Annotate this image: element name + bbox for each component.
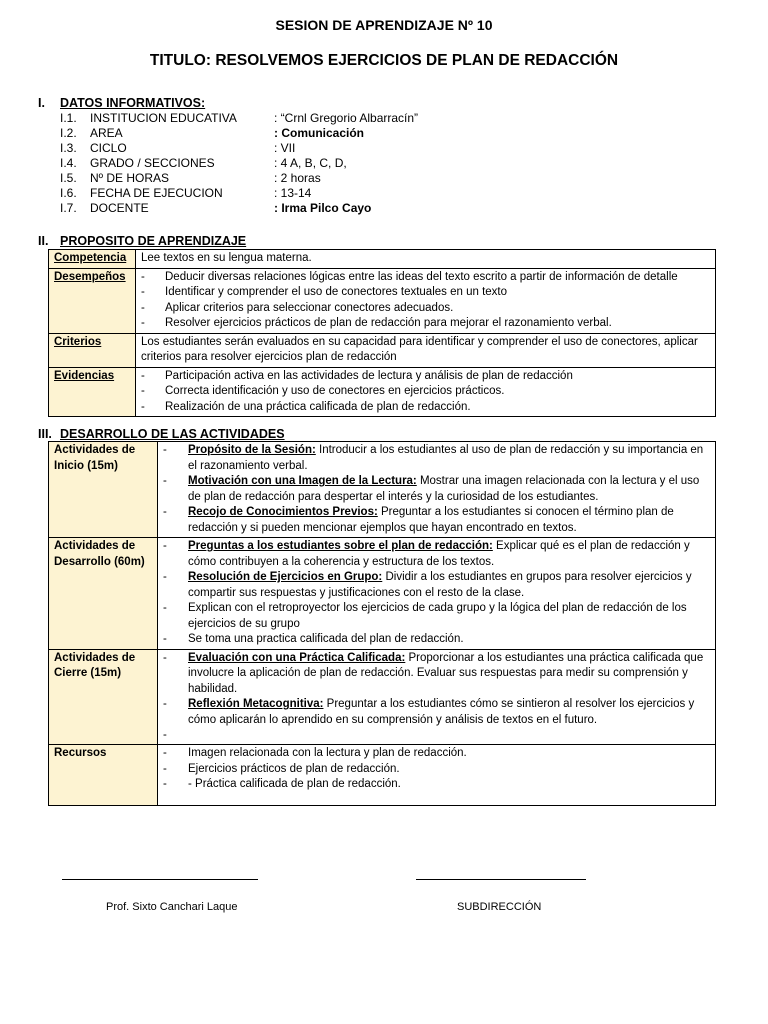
section1-heading: [38, 96, 205, 110]
cierre-row: [49, 649, 716, 745]
actividades-table: [48, 441, 716, 806]
info-row: [60, 171, 418, 186]
info-row: [60, 156, 418, 171]
list-item-text: Resolver ejercicios prácticos de plan de redacción para mejorar el razonamiento verbal.: [165, 317, 612, 329]
bullet-dash: -: [163, 651, 167, 664]
desempenos-list: [141, 270, 710, 332]
info-list: [60, 111, 418, 216]
bullet-dash: -: [141, 400, 145, 413]
activity-key: Motivación con una Imagen de la Lectura:: [188, 475, 417, 487]
info-row-label: CICLO: [90, 141, 127, 155]
info-row-label: Nº DE HORAS: [90, 171, 170, 185]
info-row-number: I.1.: [60, 111, 77, 125]
list-item-text: Imagen relacionada con la lectura y plan de redacción.: [188, 747, 467, 759]
info-row-label: AREA: [90, 126, 123, 140]
recursos-row: [49, 745, 716, 806]
competencia-text: Lee textos en su lengua materna.: [136, 250, 716, 269]
evidencias-list: [141, 369, 710, 416]
list-item-text: Identificar y comprender el uso de conectores textuales en un texto: [165, 286, 508, 298]
desarrollo-cell: [158, 538, 716, 650]
info-row-number: I.7.: [60, 201, 77, 215]
info-row-value: : Irma Pilco Cayo: [274, 201, 372, 215]
inicio-row: [49, 442, 716, 538]
bullet-dash: -: [163, 762, 167, 775]
info-row-value: : 13-14: [274, 186, 312, 200]
list-item-text: - Práctica calificada de plan de redacción.: [188, 778, 401, 790]
inicio-label: Actividades de Inicio (15m): [49, 442, 158, 538]
section3-title: DESARROLLO DE LAS ACTIVIDADES: [60, 427, 285, 441]
activity-key: Reflexión Metacognitiva:: [188, 698, 324, 710]
activity-key: Resolución de Ejercicios en Grupo:: [188, 571, 383, 583]
desarrollo-row: [49, 538, 716, 650]
session-heading: SESION DE APRENDIZAJE Nº 10: [275, 17, 493, 33]
info-row: [60, 186, 418, 201]
section1-title: DATOS INFORMATIVOS:: [60, 96, 206, 110]
cierre-label: Actividades de Cierre (15m): [49, 649, 158, 745]
info-row: [60, 126, 418, 141]
activity-item: [163, 570, 710, 601]
info-row-number: I.4.: [60, 156, 77, 170]
inicio-list: [163, 443, 710, 536]
bullet-dash: -: [163, 475, 167, 487]
section2-heading: [38, 234, 246, 248]
list-item-text: Deducir diversas relaciones lógicas entre las ideas del texto escrito a partir de información de detalle: [165, 270, 678, 283]
bullet-dash: -: [163, 747, 167, 759]
activity-key: Propósito de la Sesión:: [188, 444, 316, 456]
cierre-cell: [158, 649, 716, 745]
activity-key: Recojo de Conocimientos Previos:: [188, 506, 378, 518]
bullet-dash: -: [163, 444, 167, 456]
desempenos-cell: [136, 268, 716, 333]
info-row-value: : VII: [274, 141, 296, 155]
left-signature-line: [62, 879, 258, 880]
bullet-dash: -: [163, 506, 167, 518]
bullet-dash: -: [163, 571, 167, 583]
info-row-value: : 4 A, B, C, D,: [274, 156, 347, 170]
activity-item: [163, 539, 710, 570]
info-row-label: GRADO / SECCIONES: [90, 156, 215, 170]
activity-text: Explican con el retroproyector los ejercicios de cada grupo y la lógica del plan de redacción de los ejercicios de su grupo: [188, 602, 687, 630]
list-item: [141, 316, 710, 332]
info-row-value: : Comunicación: [274, 126, 365, 140]
recursos-label: Recursos: [49, 745, 158, 806]
desarrollo-list: [163, 539, 710, 648]
list-item: [163, 746, 710, 762]
desarrollo-label: Actividades de Desarrollo (60m): [49, 538, 158, 650]
section3-heading: [38, 427, 285, 441]
activity-key: Evaluación con una Práctica Calificada:: [188, 651, 406, 664]
section2-title: PROPOSITO DE APRENDIZAJE: [60, 234, 247, 248]
evidencias-row: [49, 367, 716, 417]
bullet-dash: -: [163, 729, 167, 741]
info-row: [60, 111, 418, 126]
info-row: [60, 201, 418, 216]
left-signature-name: Prof. Sixto Canchari Laque: [106, 901, 238, 913]
list-item-text: Ejercicios prácticos de plan de redacción.: [188, 762, 400, 775]
list-item: [141, 270, 710, 286]
desempenos-row: [49, 268, 716, 333]
bullet-dash: -: [141, 270, 145, 283]
activity-item: [163, 632, 710, 648]
bullet-dash: -: [163, 540, 167, 552]
activity-text: Introducir a los estudiantes al uso de plan de redacción y su importancia en el razonamiento verbal.: [188, 444, 704, 472]
bullet-dash: -: [141, 369, 145, 382]
activity-text: Preguntar a los estudiantes cómo se sintieron al resolver los ejercicios y cómo aplicarán lo aprendido en su comprensión y análisis de textos en el futuro.: [188, 698, 695, 726]
info-row-label: INSTITUCION EDUCATIVA: [90, 111, 237, 125]
list-item-text: Realización de una práctica calificada de plan de redacción.: [165, 400, 471, 413]
list-item: [141, 301, 710, 317]
info-row-value: : “Crnl Gregorio Albarracín”: [274, 111, 419, 125]
activity-item: [163, 474, 710, 505]
evidencias-label: Evidencias: [49, 367, 136, 417]
activity-item: [163, 505, 710, 536]
list-item: [141, 400, 710, 416]
info-row-number: I.2.: [60, 126, 77, 140]
section3-number: III.: [38, 427, 52, 441]
competencia-label: Competencia: [49, 250, 136, 269]
recursos-cell: [158, 745, 716, 806]
activity-key: Preguntas a los estudiantes sobre el plan de redacción:: [188, 540, 493, 552]
desempenos-label: Desempeños: [49, 268, 136, 333]
activity-item: [163, 728, 710, 743]
proposito-table: [48, 249, 716, 417]
info-row-value: : 2 horas: [274, 171, 321, 185]
list-item: [141, 384, 710, 400]
activity-item: [163, 443, 710, 474]
activity-text: Mostrar una imagen relacionada con la lectura y el uso de plan de redacción para despertar el interés y la curiosidad de los estudiantes.: [188, 475, 700, 503]
criterios-row: [49, 333, 716, 367]
list-item-text: Participación activa en las actividades de lectura y análisis de plan de redacción: [165, 369, 573, 382]
bullet-dash: -: [163, 698, 167, 710]
list-item-text: Correcta identificación y uso de conectores en ejercicios prácticos.: [165, 385, 505, 397]
list-item: [141, 369, 710, 385]
list-item-text: Aplicar criterios para seleccionar conectores adecuados.: [165, 301, 454, 314]
info-row-label: FECHA DE EJECUCION: [90, 186, 223, 200]
activity-item: [163, 601, 710, 632]
page-title: TITULO: RESOLVEMOS EJERCICIOS DE PLAN DE REDACCIÓN: [149, 52, 619, 69]
activity-item: [163, 697, 710, 728]
section1-number: I.: [38, 96, 45, 110]
bullet-dash: -: [163, 602, 167, 614]
bullet-dash: -: [163, 778, 167, 790]
list-item: [163, 777, 710, 793]
activity-item: [163, 651, 710, 698]
section2-number: II.: [38, 234, 49, 248]
activity-text: Dividir a los estudiantes en grupos para resolver ejercicios y compartir sus respuestas y justificaciones con el resto de la clase.: [188, 571, 692, 599]
info-row-number: I.3.: [60, 141, 77, 155]
info-row-label: DOCENTE: [90, 201, 149, 215]
list-item: [141, 285, 710, 301]
list-item: [163, 762, 710, 778]
criterios-label: Criterios: [49, 333, 136, 367]
competencia-row: [49, 250, 716, 269]
evidencias-cell: [136, 367, 716, 417]
recursos-list: [163, 746, 710, 793]
bullet-dash: -: [141, 301, 145, 314]
activity-text: Preguntar a los estudiantes si conocen el término plan de redacción y si pueden mencionar ejemplos que hayan encontrado en textos.: [188, 506, 674, 534]
bullet-dash: -: [141, 317, 145, 329]
cierre-list: [163, 651, 710, 744]
right-signature-line: [416, 879, 586, 880]
activity-text: Proporcionar a los estudiantes una práctica calificada que involucre la aplicación de plan de redacción. Evaluar sus respuestas para medir su comprensión y habilidad.: [188, 651, 704, 695]
inicio-cell: [158, 442, 716, 538]
bullet-dash: -: [141, 286, 145, 298]
activity-text: Se toma una practica calificada del plan de redacción.: [188, 633, 464, 645]
right-signature-name: SUBDIRECCIÓN: [457, 901, 542, 913]
criterios-text: Los estudiantes serán evaluados en su capacidad para identificar y comprender el uso de conectores, aplicar criterios para resolver ejercicios plan de redacción: [136, 333, 716, 367]
bullet-dash: -: [141, 385, 145, 397]
bullet-dash: -: [163, 633, 167, 645]
info-row-number: I.5.: [60, 171, 77, 185]
info-row-number: I.6.: [60, 186, 77, 200]
info-row: [60, 141, 418, 156]
activity-text: Explicar qué es el plan de redacción y cómo contribuyen a la coherencia y estructura de los textos.: [188, 540, 690, 568]
